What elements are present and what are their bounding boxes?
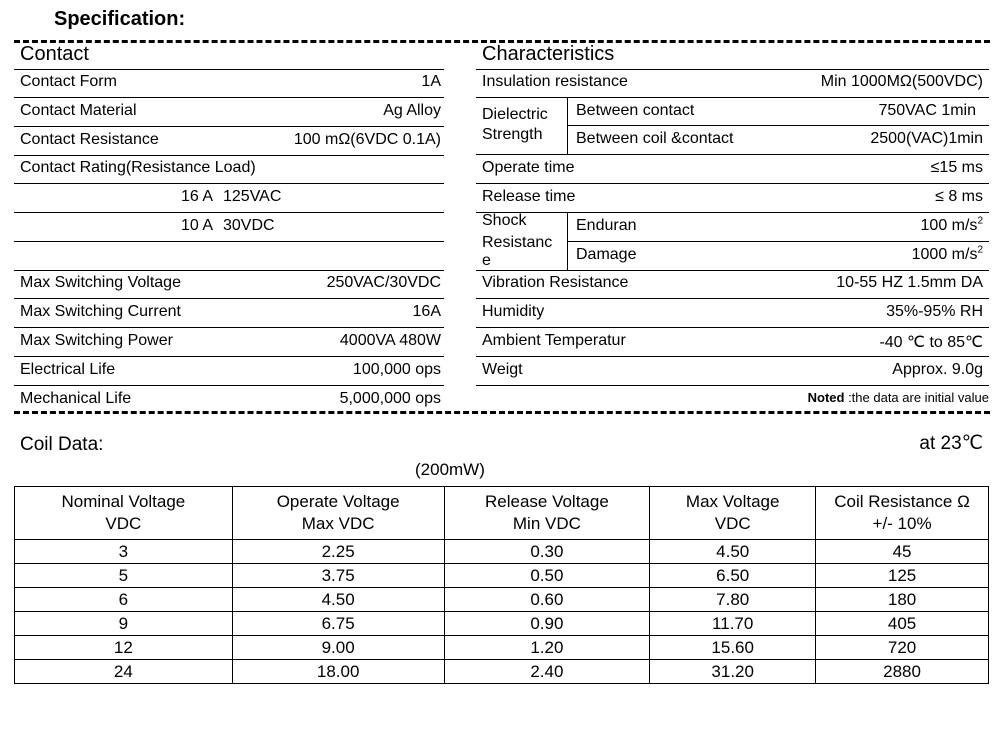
table-cell: 6.75 — [232, 612, 444, 636]
contact-row-label: Contact Resistance — [20, 131, 159, 148]
characteristic-row-value: 10-55 HZ 1.5mm DA — [836, 274, 983, 291]
rule — [476, 270, 989, 271]
characteristic-row-label: Humidity — [482, 303, 545, 320]
rule — [567, 241, 989, 242]
coil-header-nominal: Nominal Voltage VDC — [15, 487, 233, 540]
rule — [476, 385, 989, 386]
contact-header: Contact — [20, 43, 89, 65]
characteristic-row-label: Ambient Temperatur — [482, 332, 626, 349]
contact-row-label: Max Switching Voltage — [20, 274, 181, 291]
contact-row-label: Contact Material — [20, 102, 137, 119]
table-cell: 9.00 — [232, 636, 444, 660]
shock-label-1: Shock — [482, 212, 527, 229]
characteristic-row-value: -40 ℃ to 85℃ — [879, 334, 983, 351]
insulation-value: Min 1000MΩ(500VDC) — [820, 73, 983, 90]
table-cell: 0.50 — [444, 564, 650, 588]
rule — [14, 356, 444, 357]
coil-header-max: Max Voltage VDC — [650, 487, 816, 540]
divider-bottom — [14, 411, 990, 414]
rule — [476, 183, 989, 184]
contact-row-value: 4000VA 480W — [339, 332, 441, 349]
rule — [14, 183, 444, 184]
contact-row-label: Contact Form — [20, 73, 117, 90]
rule — [14, 126, 444, 127]
table-cell: 125 — [816, 564, 989, 588]
table-cell: 0.30 — [444, 540, 650, 564]
coil-title: Coil Data: — [20, 434, 104, 455]
coil-table — [14, 486, 989, 684]
rating-voltage-2: 30VDC — [223, 217, 275, 234]
table-cell: 6 — [15, 588, 233, 612]
rule — [14, 155, 444, 156]
characteristic-row-value: 35%-95% RH — [886, 303, 983, 320]
table-cell: 2.40 — [444, 660, 650, 684]
contact-row-value: 250VAC/30VDC — [326, 274, 441, 291]
table-cell: 6.50 — [650, 564, 816, 588]
table-cell: 3 — [15, 540, 233, 564]
shock-label-2: Resistanc — [482, 234, 553, 251]
dielectric-label-2: Strength — [482, 126, 543, 143]
rating-current-1: 16 A — [180, 188, 213, 205]
dielectric-row-1-label: Between contact — [576, 102, 695, 119]
rule — [14, 212, 444, 213]
contact-row-value: Ag Alloy — [383, 102, 441, 119]
table-row — [15, 564, 989, 588]
table-cell: 12 — [15, 636, 233, 660]
table-cell: 720 — [816, 636, 989, 660]
table-row — [15, 660, 989, 684]
table-cell: 0.60 — [444, 588, 650, 612]
contact-rating-label: Contact Rating(Resistance Load) — [20, 159, 256, 176]
operate-value: ≤15 ms — [930, 159, 983, 176]
characteristic-row-label: Vibration Resistance — [482, 274, 629, 291]
rule — [476, 327, 989, 328]
table-cell: 2880 — [816, 660, 989, 684]
table-cell: 4.50 — [232, 588, 444, 612]
coil-header-release: Release Voltage Min VDC — [444, 487, 650, 540]
coil-header-row — [15, 487, 989, 540]
rule — [14, 385, 444, 386]
table-cell: 15.60 — [650, 636, 816, 660]
rule — [14, 270, 444, 271]
dielectric-label-1: Dielectric — [482, 106, 548, 123]
contact-row-value: 100 mΩ(6VDC 0.1A) — [293, 131, 441, 148]
table-cell: 45 — [816, 540, 989, 564]
rule — [14, 241, 444, 242]
rating-current-2: 10 A — [180, 217, 213, 234]
table-cell: 11.70 — [650, 612, 816, 636]
operate-label: Operate time — [482, 159, 575, 176]
coil-power: (200mW) — [415, 460, 485, 479]
contact-row-value: 100,000 ops — [352, 361, 441, 378]
contact-row-value: 5,000,000 ops — [339, 390, 441, 407]
table-cell: 4.50 — [650, 540, 816, 564]
dielectric-row-2-label: Between coil &contact — [576, 130, 734, 147]
table-cell: 31.20 — [650, 660, 816, 684]
table-cell: 5 — [15, 564, 233, 588]
table-row — [15, 588, 989, 612]
rule — [476, 212, 989, 213]
rule — [567, 125, 989, 126]
note: Noted :the data are initial value — [807, 390, 989, 405]
table-cell: 18.00 — [232, 660, 444, 684]
coil-temp: at 23℃ — [919, 433, 983, 454]
rule — [476, 69, 989, 70]
rule — [14, 69, 444, 70]
characteristic-row-label: Weigt — [482, 361, 523, 378]
table-cell: 3.75 — [232, 564, 444, 588]
table-row — [15, 612, 989, 636]
shock-row-1-value: 100 $m/s^2$ — [920, 215, 983, 234]
table-cell: 9 — [15, 612, 233, 636]
table-cell: 24 — [15, 660, 233, 684]
rule — [476, 356, 989, 357]
rule — [476, 97, 989, 98]
rule — [14, 298, 444, 299]
insulation-label: Insulation resistance — [482, 73, 628, 90]
table-cell: 405 — [816, 612, 989, 636]
release-value: ≤ 8 ms — [935, 188, 983, 205]
contact-row-value: 1A — [421, 73, 441, 90]
characteristics-header: Characteristics — [482, 43, 615, 65]
rule — [14, 97, 444, 98]
contact-row-value: 16A — [412, 303, 441, 320]
rule — [476, 154, 989, 155]
table-cell: 0.90 — [444, 612, 650, 636]
shock-row-2-value: 1000 $m/s^2$ — [911, 244, 983, 263]
table-cell: 1.20 — [444, 636, 650, 660]
table-cell: 7.80 — [650, 588, 816, 612]
table-cell: 180 — [816, 588, 989, 612]
characteristic-row-value: Approx. 9.0g — [892, 361, 983, 378]
release-label: Release time — [482, 188, 576, 205]
rule — [476, 298, 989, 299]
shock-label-3: e — [482, 256, 491, 269]
contact-row-label: Electrical Life — [20, 361, 116, 378]
dielectric-row-1-value: 750VAC 1min — [878, 102, 976, 119]
coil-header-resistance: Coil Resistance Ω +/- 10% — [816, 487, 989, 540]
table-cell: 2.25 — [232, 540, 444, 564]
page-title: Specification: — [54, 8, 186, 30]
contact-row-label: Max Switching Current — [20, 303, 181, 320]
table-row — [15, 636, 989, 660]
contact-row-label: Max Switching Power — [20, 332, 173, 349]
coil-header-operate: Operate Voltage Max VDC — [232, 487, 444, 540]
rule — [14, 327, 444, 328]
shock-row-2-label: Damage — [576, 246, 637, 263]
shock-row-1-label: Enduran — [576, 217, 637, 234]
contact-row-label: Mechanical Life — [20, 390, 132, 407]
dielectric-row-2-value: 2500(VAC)1min — [870, 130, 983, 147]
table-row — [15, 540, 989, 564]
rating-voltage-1: 125VAC — [223, 188, 282, 205]
